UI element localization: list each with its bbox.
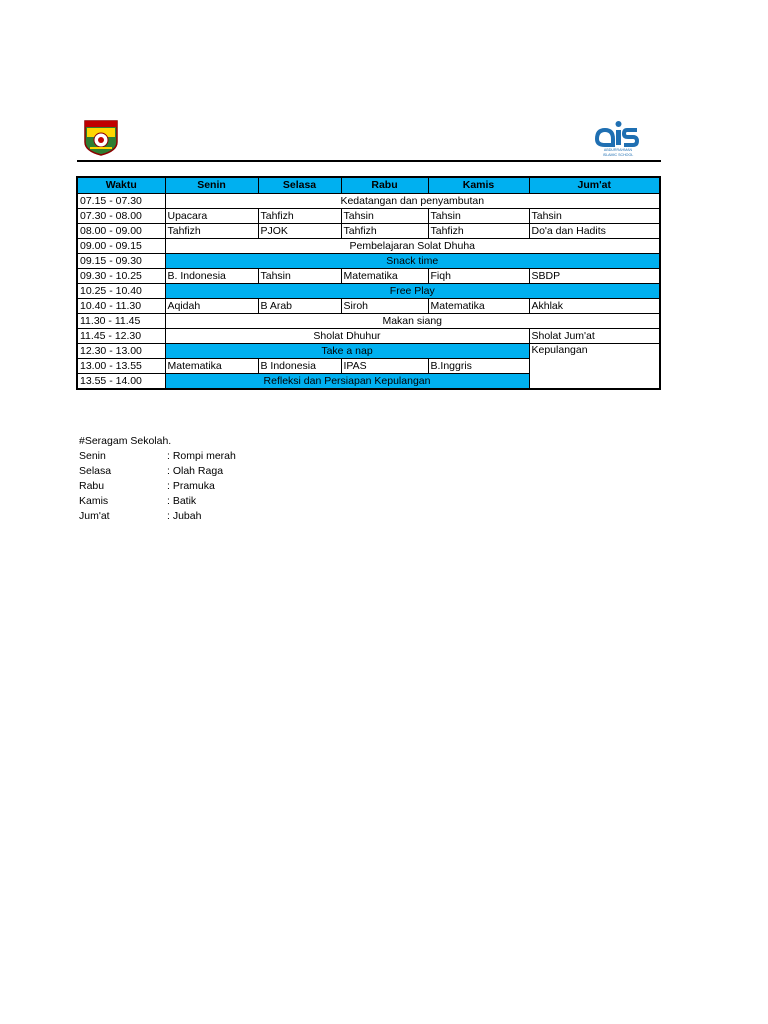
subject-cell-rabu: Matematika bbox=[341, 269, 428, 284]
time-cell: 11.30 - 11.45 bbox=[77, 314, 165, 329]
time-cell: 13.00 - 13.55 bbox=[77, 359, 165, 374]
uniform-day: Selasa bbox=[79, 465, 112, 477]
time-cell: 09.00 - 09.15 bbox=[77, 239, 165, 254]
uniform-day: Rabu bbox=[79, 480, 105, 492]
time-cell: 10.40 - 11.30 bbox=[77, 299, 165, 314]
subject-cell-jumat: Akhlak bbox=[529, 299, 660, 314]
subject-cell-rabu: Siroh bbox=[341, 299, 428, 314]
subject-cell-kamis: Matematika bbox=[428, 299, 529, 314]
time-cell: 09.30 - 10.25 bbox=[77, 269, 165, 284]
time-cell: 12.30 - 13.00 bbox=[77, 344, 165, 359]
subject-cell-senin: Upacara bbox=[165, 209, 258, 224]
highlight-activity-cell: Take a nap bbox=[165, 344, 529, 359]
svg-text:ISLAMIC SCHOOL: ISLAMIC SCHOOL bbox=[602, 153, 634, 157]
column-header-rabu: Rabu bbox=[341, 177, 428, 194]
schedule-table bbox=[76, 176, 661, 390]
merged-activity-cell: Makan siang bbox=[165, 314, 660, 329]
time-cell: 09.15 - 09.30 bbox=[77, 254, 165, 269]
table-row bbox=[77, 239, 660, 254]
column-header-senin: Senin bbox=[165, 177, 258, 194]
uniform-value: : Jubah bbox=[167, 510, 202, 522]
uniform-day: Kamis bbox=[79, 495, 109, 507]
uniform-value: : Pramuka bbox=[167, 480, 215, 492]
highlight-activity-cell: Snack time bbox=[165, 254, 660, 269]
subject-cell-kamis: B.Inggris bbox=[428, 359, 529, 374]
list-item bbox=[79, 494, 236, 509]
subject-cell-jumat: Tahsin bbox=[529, 209, 660, 224]
subject-cell-senin: Tahfizh bbox=[165, 224, 258, 239]
time-cell: 10.25 - 10.40 bbox=[77, 284, 165, 299]
subject-cell-rabu: Tahsin bbox=[341, 209, 428, 224]
ais-school-logo-icon bbox=[593, 119, 643, 159]
list-item bbox=[79, 509, 236, 524]
time-cell: 07.15 - 07.30 bbox=[77, 194, 165, 209]
subject-cell-jumat: Sholat Jum'at bbox=[529, 329, 660, 344]
table-header-row bbox=[77, 177, 660, 194]
subject-cell-jumat: Do'a dan Hadits bbox=[529, 224, 660, 239]
uniform-day: Senin bbox=[79, 450, 106, 462]
subject-cell-rabu: IPAS bbox=[341, 359, 428, 374]
table-row bbox=[77, 269, 660, 284]
subject-cell-senin: Matematika bbox=[165, 359, 258, 374]
table-row bbox=[77, 299, 660, 314]
merged-activity-cell: Sholat Dhuhur bbox=[165, 329, 529, 344]
subject-cell-selasa: Tahfizh bbox=[258, 209, 341, 224]
subject-cell-jumat: Kepulangan bbox=[529, 344, 660, 390]
uniform-section bbox=[79, 434, 236, 524]
uniform-day: Jum'at bbox=[79, 510, 110, 522]
svg-text:ABDURRAHMAN: ABDURRAHMAN bbox=[603, 148, 633, 152]
uniform-value: : Batik bbox=[167, 495, 197, 507]
list-item bbox=[79, 449, 236, 464]
subject-cell-kamis: Tahfizh bbox=[428, 224, 529, 239]
highlight-activity-cell: Free Play bbox=[165, 284, 660, 299]
subject-cell-selasa: B Arab bbox=[258, 299, 341, 314]
table-row bbox=[77, 329, 660, 344]
table-row bbox=[77, 344, 660, 359]
time-cell: 13.55 - 14.00 bbox=[77, 374, 165, 390]
column-header-waktu: Waktu bbox=[77, 177, 165, 194]
merged-activity-cell: Pembelajaran Solat Dhuha bbox=[165, 239, 660, 254]
subject-cell-selasa: Tahsin bbox=[258, 269, 341, 284]
column-header-kamis: Kamis bbox=[428, 177, 529, 194]
uniform-value: : Rompi merah bbox=[167, 450, 236, 462]
time-cell: 07.30 - 08.00 bbox=[77, 209, 165, 224]
subject-cell-senin: B. Indonesia bbox=[165, 269, 258, 284]
subject-cell-senin: Aqidah bbox=[165, 299, 258, 314]
subject-cell-selasa: B Indonesia bbox=[258, 359, 341, 374]
time-cell: 11.45 - 12.30 bbox=[77, 329, 165, 344]
subject-cell-jumat: SBDP bbox=[529, 269, 660, 284]
subject-cell-kamis: Tahsin bbox=[428, 209, 529, 224]
list-item bbox=[79, 479, 236, 494]
table-row bbox=[77, 194, 660, 209]
uniform-title: #Seragam Sekolah. bbox=[79, 435, 172, 447]
list-item bbox=[79, 464, 236, 479]
table-row bbox=[77, 314, 660, 329]
merged-activity-cell: Kedatangan dan penyambutan bbox=[165, 194, 660, 209]
column-header-jumat: Jum'at bbox=[529, 177, 660, 194]
table-row bbox=[77, 209, 660, 224]
highlight-activity-cell: Refleksi dan Persiapan Kepulangan bbox=[165, 374, 529, 390]
table-row bbox=[77, 224, 660, 239]
time-cell: 08.00 - 09.00 bbox=[77, 224, 165, 239]
table-row bbox=[77, 254, 660, 269]
uniform-value: : Olah Raga bbox=[167, 465, 224, 477]
header-divider bbox=[77, 160, 661, 162]
column-header-selasa: Selasa bbox=[258, 177, 341, 194]
regional-government-emblem-icon bbox=[82, 118, 120, 156]
table-row bbox=[77, 284, 660, 299]
subject-cell-rabu: Tahfizh bbox=[341, 224, 428, 239]
subject-cell-selasa: PJOK bbox=[258, 224, 341, 239]
subject-cell-kamis: Fiqh bbox=[428, 269, 529, 284]
